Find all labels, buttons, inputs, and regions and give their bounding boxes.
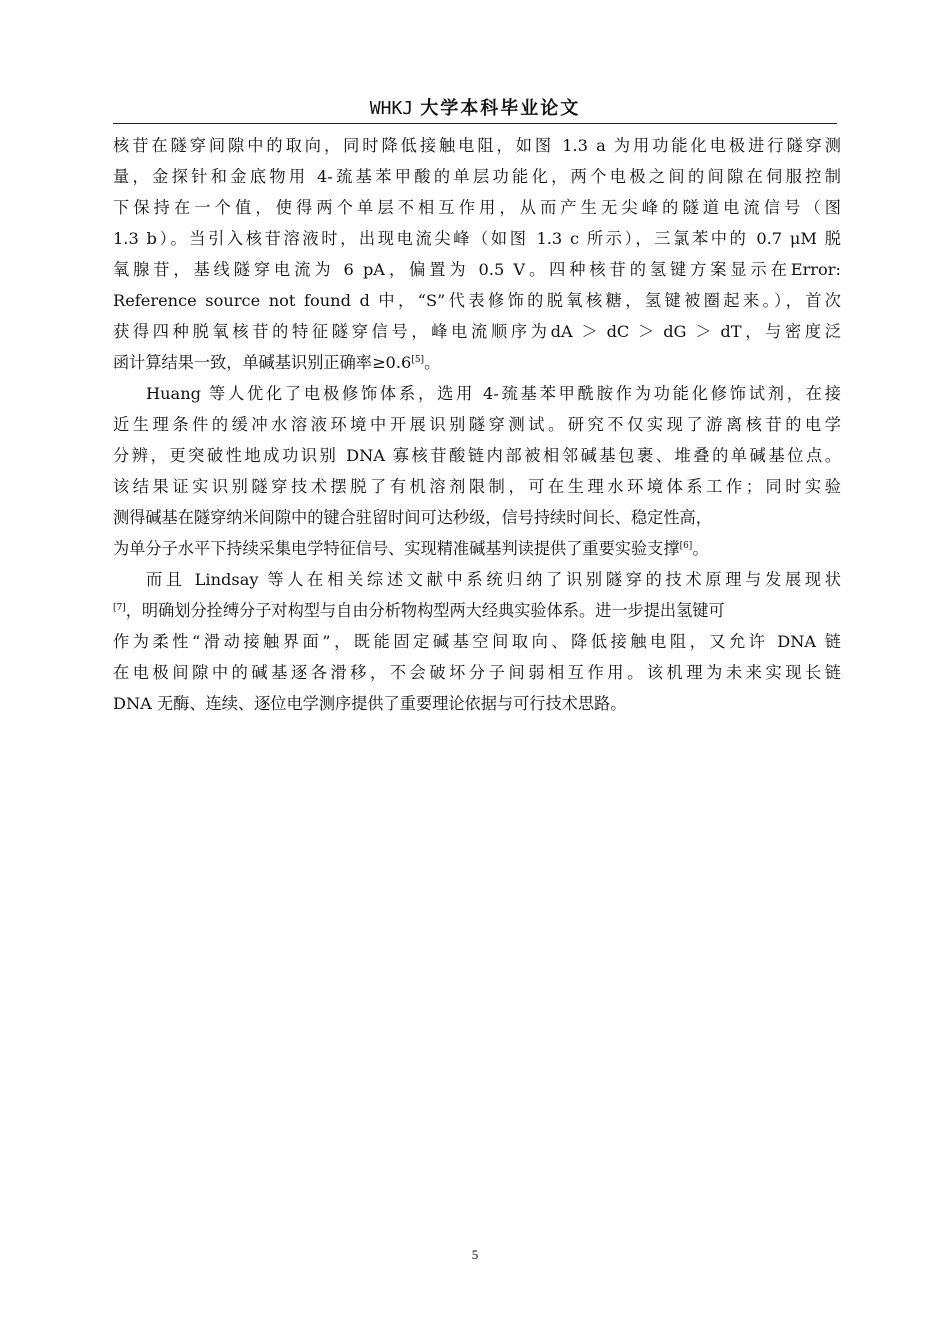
- text-segment: 函计算结果一致，单碱基识别正确率≥0.6: [113, 353, 412, 372]
- page-header: [113, 94, 837, 120]
- text-line: 获得四种脱氧核苷的特征隧穿信号，峰电流顺序为dA ＞ dC ＞ dG ＞ dT，与密度泛: [113, 322, 841, 341]
- text-line: Huang 等人优化了电极修饰体系，选用 4-巯基苯甲酰胺作为功能化修饰试剂，在接: [146, 384, 841, 403]
- text-line: [113, 533, 841, 564]
- text-line: 1.3 b）。当引入核苷溶液时，出现电流尖峰（如图 1.3 c 所示），三氯苯中的 0.7 μM 脱: [113, 229, 841, 248]
- text-line: Reference source not found d 中，“S”代表修饰的脱氧核糖，氢键被圈起来。），首次: [113, 291, 841, 310]
- text-line: 在电极间隙中的碱基逐各滑移，不会破坏分子间弱相互作用。该机理为未来实现长链: [113, 663, 841, 682]
- paragraph-3: [113, 564, 841, 719]
- document-body: [113, 130, 841, 719]
- text-line: 氧腺苷，基线隧穿电流为 6 pA，偏置为 0.5 V。四种核苷的氢键方案显示在Error:: [113, 260, 841, 279]
- text-segment: 。: [424, 353, 441, 372]
- text-line: [113, 347, 841, 378]
- header-rule: [113, 123, 837, 124]
- paragraph-1: [113, 130, 841, 378]
- text-line: 核苷在隧穿间隙中的取向，同时降低接触电阻，如图 1.3 a 为用功能化电极进行隧穿测: [113, 136, 841, 155]
- text-line: 测得碱基在隧穿纳米间隙中的键合驻留时间可达秒级，信号持续时间长、稳定性高，: [113, 508, 712, 527]
- text-line: 分辨，更突破性地成功识别 DNA 寡核苷酸链内部被相邻碱基包裹、堆叠的单碱基位点。: [113, 446, 841, 465]
- text-segment: 为单分子水平下持续采集电学特征信号、实现精准碱基判读提供了重要实验支撑: [113, 539, 680, 558]
- citation-ref: [6]: [679, 541, 693, 551]
- text-line: 量，金探针和金底物用 4-巯基苯甲酸的单层功能化，两个电极之间的间隙在伺服控制: [113, 167, 841, 186]
- text-segment: 。: [692, 539, 709, 558]
- text-line: 而且 Lindsay 等人在相关综述文献中系统归纳了识别隧穿的技术原理与发展现状: [146, 570, 841, 589]
- text-line: DNA 无酶、连续、逐位电学测序提供了重要理论依据与可行技术思路。: [113, 694, 627, 713]
- page-number: 5: [471, 1247, 479, 1262]
- text-segment: ，明确划分拴缚分子对构型与自由分析物构型两大经典实验体系。进一步提出氢键可: [125, 601, 725, 620]
- paragraph-2: [113, 378, 841, 564]
- citation-ref: [5]: [411, 355, 425, 365]
- citation-ref: [7]: [113, 603, 126, 613]
- header-title: 大学本科毕业论文: [420, 98, 581, 119]
- text-line: 近生理条件的缓冲水溶液环境中开展识别隧穿测试。研究不仅实现了游离核苷的电学: [113, 415, 841, 434]
- text-line: 下保持在一个值，使得两个单层不相互作用，从而产生无尖峰的隧道电流信号（图: [113, 198, 841, 217]
- text-line: [113, 595, 841, 626]
- text-line: 该结果证实识别隧穿技术摆脱了有机溶剂限制，可在生理水环境体系工作；同时实验: [113, 477, 841, 496]
- text-line: 作为柔性“滑动接触界面”，既能固定碱基空间取向、降低接触电阻，又允许 DNA 链: [113, 632, 841, 651]
- header-brand: WHKJ: [369, 98, 414, 119]
